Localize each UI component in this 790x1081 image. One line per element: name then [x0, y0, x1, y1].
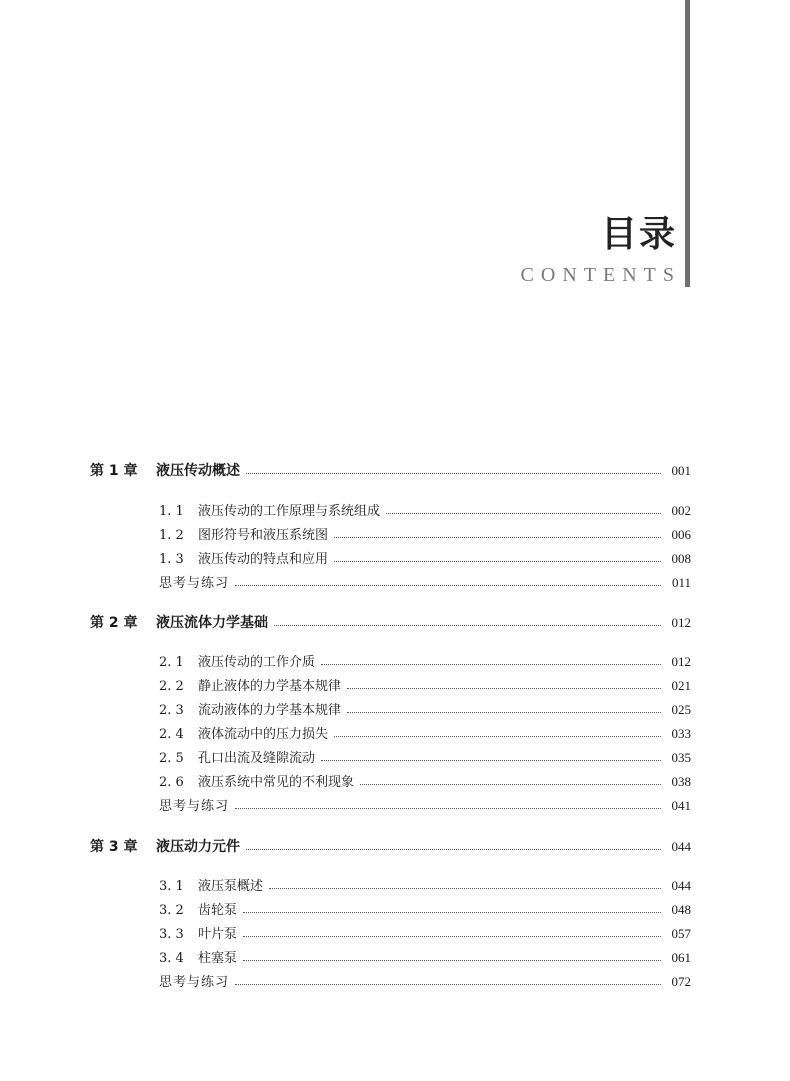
section-title: 液压泵概述 [198, 879, 264, 894]
dot-leader [334, 735, 661, 737]
section-number: 3. 4 [159, 951, 184, 966]
section-number: 2. 4 [159, 727, 184, 742]
table-of-contents [90, 0, 691, 1081]
section-title: 静止液体的力学基本规律 [198, 679, 342, 694]
section-number: 1. 3 [159, 552, 184, 567]
dot-leader [235, 983, 661, 985]
toc-section[interactable] [90, 947, 691, 966]
page-number: 012 [671, 615, 691, 630]
page-title: 目录 [600, 214, 677, 255]
toc-chapter-3[interactable] [90, 836, 691, 856]
page-number: 025 [671, 702, 691, 717]
section-number: 2. 1 [159, 655, 184, 670]
page-number: 044 [671, 878, 691, 893]
dot-leader [235, 584, 661, 586]
dot-leader [269, 887, 661, 889]
dot-leader [321, 759, 661, 761]
page-number: 035 [671, 750, 691, 765]
toc-section[interactable] [90, 771, 691, 790]
dot-leader [243, 959, 661, 961]
section-number: 1. 2 [159, 528, 184, 543]
toc-exercise[interactable] [90, 795, 691, 814]
section-number: 1. 1 [159, 504, 184, 519]
page-number: 033 [671, 726, 691, 741]
dot-leader [246, 472, 661, 474]
page-number: 006 [671, 527, 691, 542]
section-title: 液压传动的工作介质 [198, 655, 316, 670]
chapter-title: 液压流体力学基础 [156, 615, 268, 631]
section-title: 液压传动的工作原理与系统组成 [198, 504, 381, 519]
dot-leader [274, 624, 661, 626]
toc-section[interactable] [90, 899, 691, 918]
page-subtitle: CONTENTS [520, 264, 681, 286]
section-title: 流动液体的力学基本规律 [198, 703, 342, 718]
dot-leader [347, 687, 661, 689]
page-number: 072 [671, 974, 691, 989]
page-number: 038 [671, 774, 691, 789]
section-title: 齿轮泵 [198, 903, 238, 918]
page-number: 001 [671, 463, 691, 478]
page-number: 008 [671, 551, 691, 566]
section-title: 柱塞泵 [198, 951, 238, 966]
chapter-number: 第 3 章 [90, 839, 138, 855]
dot-leader [386, 512, 661, 514]
dot-leader [347, 711, 661, 713]
section-number: 2. 5 [159, 751, 184, 766]
chapter-number: 第 1 章 [90, 463, 138, 479]
dot-leader [246, 848, 661, 850]
toc-section[interactable] [90, 500, 691, 519]
section-title: 液压传动的特点和应用 [198, 552, 329, 567]
section-title: 液压系统中常见的不利现象 [198, 775, 355, 790]
page-number: 021 [671, 678, 691, 693]
exercise-title: 思考与练习 [159, 576, 230, 591]
toc-section[interactable] [90, 747, 691, 766]
section-number: 3. 1 [159, 879, 184, 894]
toc-section[interactable] [90, 651, 691, 670]
toc-section[interactable] [90, 875, 691, 894]
dot-leader [243, 911, 661, 913]
section-number: 2. 6 [159, 775, 184, 790]
section-title: 叶片泵 [198, 927, 238, 942]
section-number: 2. 3 [159, 703, 184, 718]
section-title: 孔口出流及缝隙流动 [198, 751, 316, 766]
dot-leader [321, 663, 661, 665]
toc-exercise[interactable] [90, 971, 691, 990]
chapter-title: 液压动力元件 [156, 839, 240, 855]
dot-leader [360, 783, 661, 785]
chapter-title: 液压传动概述 [156, 463, 240, 479]
section-number: 2. 2 [159, 679, 184, 694]
exercise-title: 思考与练习 [159, 799, 230, 814]
page-number: 012 [671, 654, 691, 669]
toc-chapter-2[interactable] [90, 612, 691, 632]
page-number: 057 [671, 926, 691, 941]
page-number: 044 [671, 839, 691, 854]
dot-leader [334, 560, 661, 562]
dot-leader [243, 935, 661, 937]
page-number: 061 [671, 950, 691, 965]
toc-section[interactable] [90, 723, 691, 742]
toc-chapter-1[interactable] [90, 460, 691, 480]
chapter-number: 第 2 章 [90, 615, 138, 631]
section-number: 3. 2 [159, 903, 184, 918]
toc-section[interactable] [90, 699, 691, 718]
toc-section[interactable] [90, 675, 691, 694]
page-number: 011 [671, 575, 691, 590]
dot-leader [334, 536, 661, 538]
exercise-title: 思考与练习 [159, 975, 230, 990]
dot-leader [235, 807, 661, 809]
section-number: 3. 3 [159, 927, 184, 942]
section-title: 液体流动中的压力损失 [198, 727, 329, 742]
toc-exercise[interactable] [90, 572, 691, 591]
page-number: 041 [671, 798, 691, 813]
toc-section[interactable] [90, 923, 691, 942]
section-title: 图形符号和液压系统图 [198, 528, 329, 543]
page-number: 048 [671, 902, 691, 917]
page-number: 002 [671, 503, 691, 518]
toc-section[interactable] [90, 524, 691, 543]
toc-section[interactable] [90, 548, 691, 567]
